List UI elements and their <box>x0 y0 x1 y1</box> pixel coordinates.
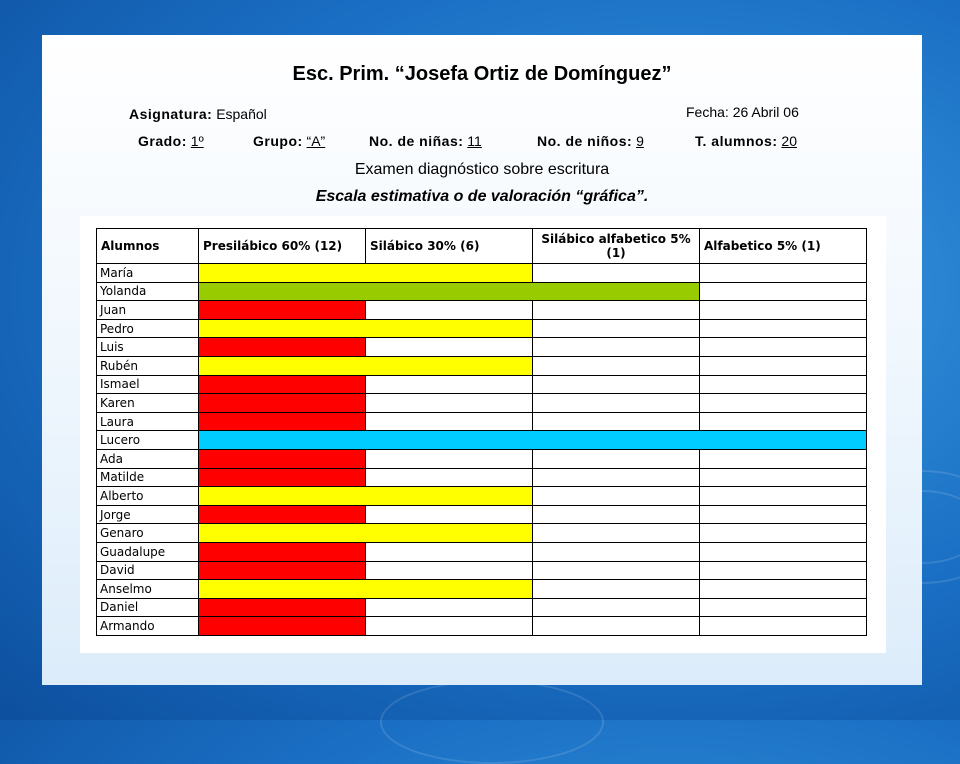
table-row <box>97 542 867 561</box>
level-bar <box>199 468 366 487</box>
empty-cell <box>533 580 700 599</box>
subject-label: Asignatura: <box>129 106 213 122</box>
date-value: 26 Abril 06 <box>732 104 799 120</box>
empty-cell <box>533 356 700 375</box>
girls-value: 11 <box>467 133 482 149</box>
student-name: Juan <box>97 301 199 320</box>
empty-cell <box>533 412 700 431</box>
level-bar <box>199 264 533 283</box>
empty-cell <box>700 505 867 524</box>
grade-label: Grado: <box>138 133 187 149</box>
student-name: Yolanda <box>97 282 199 301</box>
table-row <box>97 449 867 468</box>
total-label: T. alumnos: <box>695 133 778 149</box>
empty-cell <box>366 375 533 394</box>
column-header-alphabetic: Alfabetico 5% (1) <box>700 229 867 264</box>
table-row <box>97 356 867 375</box>
empty-cell <box>533 542 700 561</box>
group-label: Grupo: <box>253 133 303 149</box>
empty-cell <box>533 449 700 468</box>
column-header-students: Alumnos <box>97 229 199 264</box>
empty-cell <box>366 338 533 357</box>
table-body <box>97 264 867 636</box>
header-row <box>97 229 867 264</box>
scale-title: Escala estimativa o de valoración “gráfica”. <box>315 188 649 205</box>
empty-cell <box>366 561 533 580</box>
table-row <box>97 319 867 338</box>
student-name: María <box>97 264 199 283</box>
date-label: Fecha: <box>686 104 729 120</box>
empty-cell <box>700 524 867 543</box>
level-bar <box>199 598 366 617</box>
empty-cell <box>533 301 700 320</box>
level-bar <box>199 561 366 580</box>
level-bar <box>199 394 366 413</box>
level-bar <box>199 375 366 394</box>
table-row <box>97 282 867 301</box>
empty-cell <box>533 617 700 636</box>
student-name: Luis <box>97 338 199 357</box>
empty-cell <box>533 319 700 338</box>
empty-cell <box>533 505 700 524</box>
table-row <box>97 580 867 599</box>
empty-cell <box>533 524 700 543</box>
student-name: Matilde <box>97 468 199 487</box>
empty-cell <box>366 394 533 413</box>
level-bar <box>199 356 533 375</box>
level-bar <box>199 338 366 357</box>
total-field <box>695 133 797 149</box>
table-row <box>97 487 867 506</box>
level-bar <box>199 301 366 320</box>
level-bar <box>199 617 366 636</box>
document-panel <box>42 35 922 685</box>
column-header-presilabic: Presilábico 60% (12) <box>199 229 366 264</box>
empty-cell <box>533 598 700 617</box>
empty-cell <box>533 487 700 506</box>
empty-cell <box>700 412 867 431</box>
empty-cell <box>366 412 533 431</box>
empty-cell <box>533 561 700 580</box>
student-name: Ada <box>97 449 199 468</box>
student-name: Lucero <box>97 431 199 450</box>
empty-cell <box>700 598 867 617</box>
empty-cell <box>700 542 867 561</box>
empty-cell <box>700 338 867 357</box>
empty-cell <box>700 264 867 283</box>
empty-cell <box>700 561 867 580</box>
student-name: Pedro <box>97 319 199 338</box>
student-name: Daniel <box>97 598 199 617</box>
table-row <box>97 394 867 413</box>
boys-label: No. de niños: <box>537 133 633 149</box>
grade-value: 1º <box>190 133 204 149</box>
empty-cell <box>366 542 533 561</box>
group-value: “A” <box>306 133 326 149</box>
level-bar <box>199 282 700 301</box>
student-name: Laura <box>97 412 199 431</box>
table-row <box>97 617 867 636</box>
grade-field <box>138 133 204 149</box>
table-container <box>80 216 886 653</box>
empty-cell <box>366 598 533 617</box>
level-bar <box>199 487 533 506</box>
table-row <box>97 598 867 617</box>
student-name: Rubén <box>97 356 199 375</box>
empty-cell <box>533 375 700 394</box>
empty-cell <box>366 468 533 487</box>
subject-value: Español <box>216 106 267 122</box>
date-line <box>686 104 799 120</box>
student-name: Genaro <box>97 524 199 543</box>
table-row <box>97 264 867 283</box>
table-row <box>97 338 867 357</box>
empty-cell <box>700 375 867 394</box>
level-bar <box>199 449 366 468</box>
student-name: Jorge <box>97 505 199 524</box>
evaluation-table <box>96 228 867 636</box>
empty-cell <box>700 356 867 375</box>
empty-cell <box>533 468 700 487</box>
student-name: Anselmo <box>97 580 199 599</box>
student-name: Karen <box>97 394 199 413</box>
background-ripple <box>380 680 604 764</box>
girls-field <box>369 133 482 149</box>
level-bar <box>199 542 366 561</box>
empty-cell <box>700 580 867 599</box>
empty-cell <box>366 301 533 320</box>
empty-cell <box>700 617 867 636</box>
empty-cell <box>700 301 867 320</box>
student-name: Alberto <box>97 487 199 506</box>
student-name: Ismael <box>97 375 199 394</box>
level-bar <box>199 412 366 431</box>
column-header-silabic: Silábico 30% (6) <box>366 229 533 264</box>
table-row <box>97 468 867 487</box>
empty-cell <box>533 338 700 357</box>
empty-cell <box>533 264 700 283</box>
level-bar <box>199 319 533 338</box>
subject-line <box>129 106 267 122</box>
table-row <box>97 412 867 431</box>
empty-cell <box>533 394 700 413</box>
empty-cell <box>700 449 867 468</box>
table-row <box>97 375 867 394</box>
boys-field <box>537 133 644 149</box>
girls-label: No. de niñas: <box>369 133 464 149</box>
empty-cell <box>700 394 867 413</box>
table-row <box>97 301 867 320</box>
empty-cell <box>366 617 533 636</box>
student-name: David <box>97 561 199 580</box>
table-row <box>97 431 867 450</box>
column-header-silabic-alphabetic: Silábico alfabetico 5% (1) <box>533 229 700 264</box>
empty-cell <box>700 468 867 487</box>
empty-cell <box>366 505 533 524</box>
total-value: 20 <box>781 133 797 149</box>
empty-cell <box>700 282 867 301</box>
table-row <box>97 561 867 580</box>
group-field <box>253 133 325 149</box>
level-bar <box>199 431 867 450</box>
empty-cell <box>700 319 867 338</box>
level-bar <box>199 505 366 524</box>
exam-title: Examen diagnóstico sobre escritura <box>354 161 610 178</box>
table-row <box>97 524 867 543</box>
student-name: Guadalupe <box>97 542 199 561</box>
empty-cell <box>700 487 867 506</box>
table-row <box>97 505 867 524</box>
empty-cell <box>366 449 533 468</box>
level-bar <box>199 524 533 543</box>
school-title: Esc. Prim. “Josefa Ortiz de Domínguez” <box>292 63 672 85</box>
level-bar <box>199 580 533 599</box>
student-name: Armando <box>97 617 199 636</box>
boys-value: 9 <box>636 133 644 149</box>
